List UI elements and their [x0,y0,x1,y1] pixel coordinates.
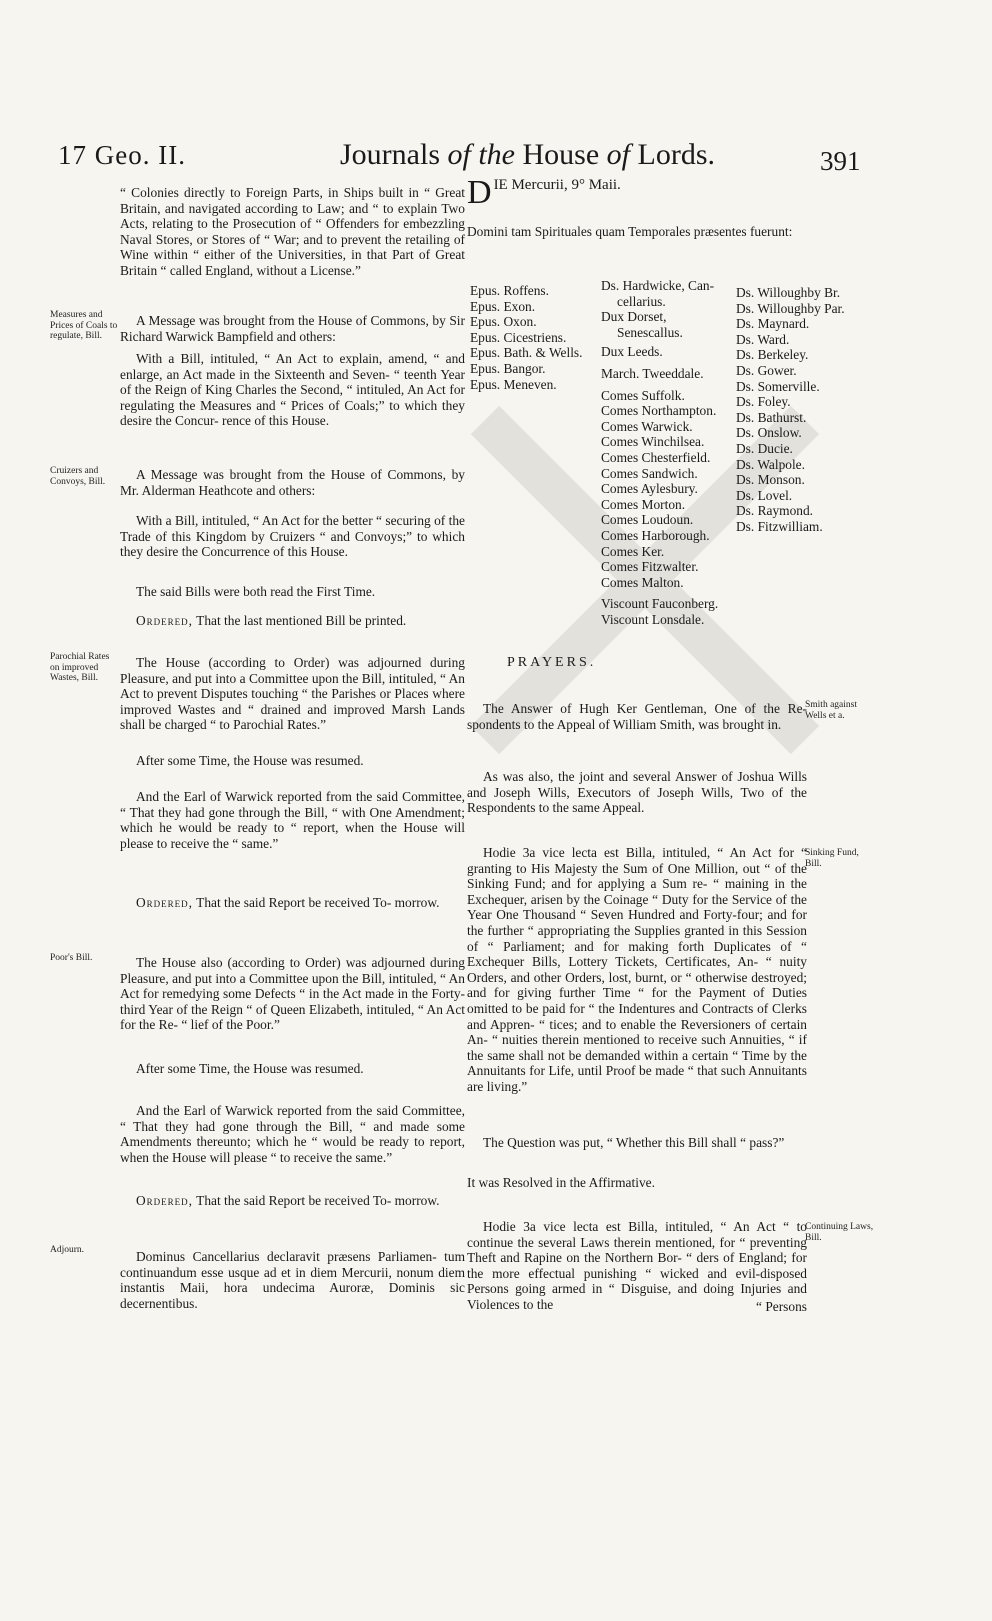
list-item: Comes Chesterfield. [601,449,711,465]
intro-paragraph: “ Colonies directly to Foreign Parts, in Ships built in “ Great Britain, and navigated according to Law; and “ to explain Two Acts, relating to the Prosecution of “ Offenders for embezzling Naval Stores, or Stores of “ War; and to prevent the retailing of Wine within “ either of the Universities, in that Part of Great Britain “ called England, without a License.” [120,185,465,278]
list-item: Ds. Onslow. [736,425,802,441]
list-item: Comes Suffolk. [601,387,685,403]
ordered-report-1: Ordered, That the said Report be received To- morrow. [136,895,440,910]
adjourn-latin: Dominus Cancellarius declaravit præsens Parliamen- tum continuandum esse usque ad et in diem Mercurii, nonum diem instantis Maii, hora undecima Auroræ, Dominis sic decernentibus. [120,1249,465,1311]
page-number: 391 [820,146,861,176]
bill-coals: With a Bill, intituled, “ An Act to explain, amend, “ and enlarge, an Act made in the Sixteenth and Seven- “ teenth Year of the Reign of King Charles the Second, “ intituled, An Act for regulating the Measures and “ Prices of Coals;” to which they desire the Concur- rence of this House. [120,351,465,429]
list-item: Comes Winchilsea. [601,434,705,450]
margin-note-smith: Smith against Wells et a. [805,700,857,721]
list-item: Ds. Bathurst. [736,409,807,425]
catchword: “ Persons [756,1299,807,1314]
list-item: Ds. Maynard. [736,316,810,332]
list-item: Comes Ker. [601,543,665,559]
list-item: Ds. Fitzwilliam. [736,518,823,534]
answer-hugh-ker: The Answer of Hugh Ker Gentleman, One of the Re- spondents to the Appeal of William Smith, was brought in. [467,701,807,732]
list-item: Ds. Monson. [736,472,805,488]
list-item: Epus. Oxon. [470,314,537,330]
question-put: The Question was put, “ Whether this Bill shall “ pass?” [483,1135,785,1150]
bishops-list [470,283,583,392]
peers-list [601,278,718,627]
answer-wills: As was also, the joint and several Answer of Joshua Wills and Joseph Wills, Executors of Joseph Wills, Two of the Respondents to the same Appeal. [467,769,807,816]
list-item: Dux Leeds. [601,344,663,360]
list-item: Viscount Lonsdale. [601,611,705,627]
poor-committee: The House also (according to Order) was adjourned during Pleasure, and put into a Committee upon the Bill, intituled, “ An Act for remedying some Defects “ in the Act made in the Forty-third Year of the Reign “ of Queen Elizabeth, intituled, “ An Act for the Re- “ lief of the Poor.” [120,955,465,1033]
margin-note-cruizers: Cruizers and Convoys, Bill. [50,466,106,487]
ordered-report-2: Ordered, That the said Report be received To- morrow. [136,1193,440,1208]
list-item: Senescallus. [617,324,683,340]
header-journal-title: Journals of the House of Lords. [340,138,715,171]
list-item: Comes Sandwich. [601,465,698,481]
margin-note-parochial: Parochial Rates on improved Wastes, Bill. [50,652,110,683]
list-item: Comes Loudoun. [601,512,694,528]
list-item: Comes Aylesbury. [601,481,698,497]
bills-read-first: The said Bills were both read the First Time. [136,584,376,599]
list-item: Dux Dorset, [601,309,667,325]
list-item: Comes Harborough. [601,527,710,543]
lords-present: Domini tam Spirituales quam Temporales præsentes fuerunt: [467,224,793,239]
list-item: Ds. Somerville. [736,378,820,394]
margin-note-adjourn: Adjourn. [50,1245,85,1255]
list-item: Viscount Fauconberg. [601,596,719,612]
list-item: Epus. Roffens. [470,283,549,298]
message-cruizers: A Message was brought from the House of Commons, by Mr. Alderman Heathcote and others: [120,467,465,498]
margin-note-sinking: Sinking Fund, Bill. [805,848,859,869]
sinking-fund-bill: Hodie 3a vice lecta est Billa, intituled, “ An Act for “ granting to His Majesty the Sum of One Million, out “ of the Sinking Fund; and for applying a Sum re- “ maining in the Exchequer, arisen by the Coinage “ Duty for the Service of the Year One Thousand “ Seven Hundred and Forty-four; and for the further “ appropriating the Supplies granted in this Session of “ Parliament; and for making forth Duplicates of “ Exchequer Bills, Lottery Tickets, Certificates, An- “ nuity Orders, and other Orders, lost, burnt, or “ otherwise destroyed; and for giving further Time “ for the Payment of Duties omitted to be paid for “ the Indentures and Contracts of Clerks and Appren- “ tices; and to enable the Reversioners of certain An- “ nuities therein mentioned to receive such Annuities, “ if the same shall not be demanded within a certain “ Time by the Annuitants for Life, until Proof be made “ that such Annuitants are living.” [467,845,807,1094]
list-item: Ds. Walpole. [736,456,805,472]
list-item: Ds. Berkeley. [736,347,809,363]
list-item: Ds. Hardwicke, Can- [601,278,715,293]
list-item: Ds. Raymond. [736,503,813,519]
list-item: Comes Malton. [601,574,684,590]
list-item: Ds. Lovel. [736,487,793,503]
list-item: Epus. Bangor. [470,360,546,376]
header-year: 17 Geo. II. [58,140,186,170]
margin-note-coals: Measures and Prices of Coals to regulate, Bill. [50,310,118,341]
continuing-laws-bill: Hodie 3a vice lecta est Billa, intituled, “ An Act “ to continue the several Laws therein mentioned, for “ preventing Theft and Rapine on the Northern Bor- “ ders of England; for the more effectual punishing “ wicked and evil-disposed Persons going armed in “ Disguise, and doing Injuries and Violences to the [467,1219,807,1312]
list-item: Comes Fitzwalter. [601,559,699,575]
message-coals: A Message was brought from the House of Commons, by Sir Richard Warwick Bampfield and others: [120,313,465,344]
list-item: Comes Northampton. [601,403,717,419]
list-item: Comes Morton. [601,496,686,512]
list-item: March. Tweeddale. [601,365,704,381]
list-item: Ds. Ducie. [736,440,793,456]
bill-cruizers: With a Bill, intituled, “ An Act for the better “ securing of the Trade of this Kingdom by Cruizers “ and Convoys;” to which they desire the Concurrence of this House. [120,513,465,560]
list-item: Epus. Meneven. [470,376,557,392]
parochial-committee: The House (according to Order) was adjourned during Pleasure, and put into a Committee upon the Bill, intituled, “ An Act to prevent Disputes touching “ the Parishes or Places where improved Wastes and “ drained and improved Marsh Lands shall be charged “ to Parochial Rates.” [120,655,465,733]
margin-note-poor: Poor's Bill. [50,953,93,963]
list-item: cellarius. [617,293,666,309]
margin-note-continuing: Continuing Laws, Bill. [805,1222,874,1243]
house-resumed-1: After some Time, the House was resumed. [136,753,364,768]
list-item: Ds. Gower. [736,362,797,378]
list-item: Epus. Cicestriens. [470,329,567,345]
ordered-printed: Ordered, That the last mentioned Bill be printed. [136,613,407,628]
list-item: Epus. Bath. & Wells. [470,345,583,361]
house-resumed-2: After some Time, the House was resumed. [136,1061,364,1076]
list-item: Ds. Ward. [736,331,790,347]
list-item: Epus. Exon. [470,298,536,314]
date-heading: DIE Mercurii, 9° Maii. [467,174,621,211]
prayers-heading: PRAYERS. [507,655,597,670]
list-item: Ds. Willoughby Br. [736,285,841,300]
list-item: Comes Warwick. [601,418,693,434]
list-item: Ds. Willoughby Par. [736,300,845,316]
warwick-report-2: And the Earl of Warwick reported from the said Committee, “ That they had gone through the Bill, “ and made some Amendments thereunto; which he “ would be ready to report, when the House will please “ to receive the same.” [120,1103,465,1165]
list-item: Ds. Foley. [736,394,791,410]
barons-list [736,285,845,535]
warwick-report-1: And the Earl of Warwick reported from the said Committee, “ That they had gone through the Bill, “ with One Amendment; which he would be ready to “ report, when the House will please to receive the “ same.” [120,789,465,851]
resolved-affirmative: It was Resolved in the Affirmative. [467,1175,655,1190]
